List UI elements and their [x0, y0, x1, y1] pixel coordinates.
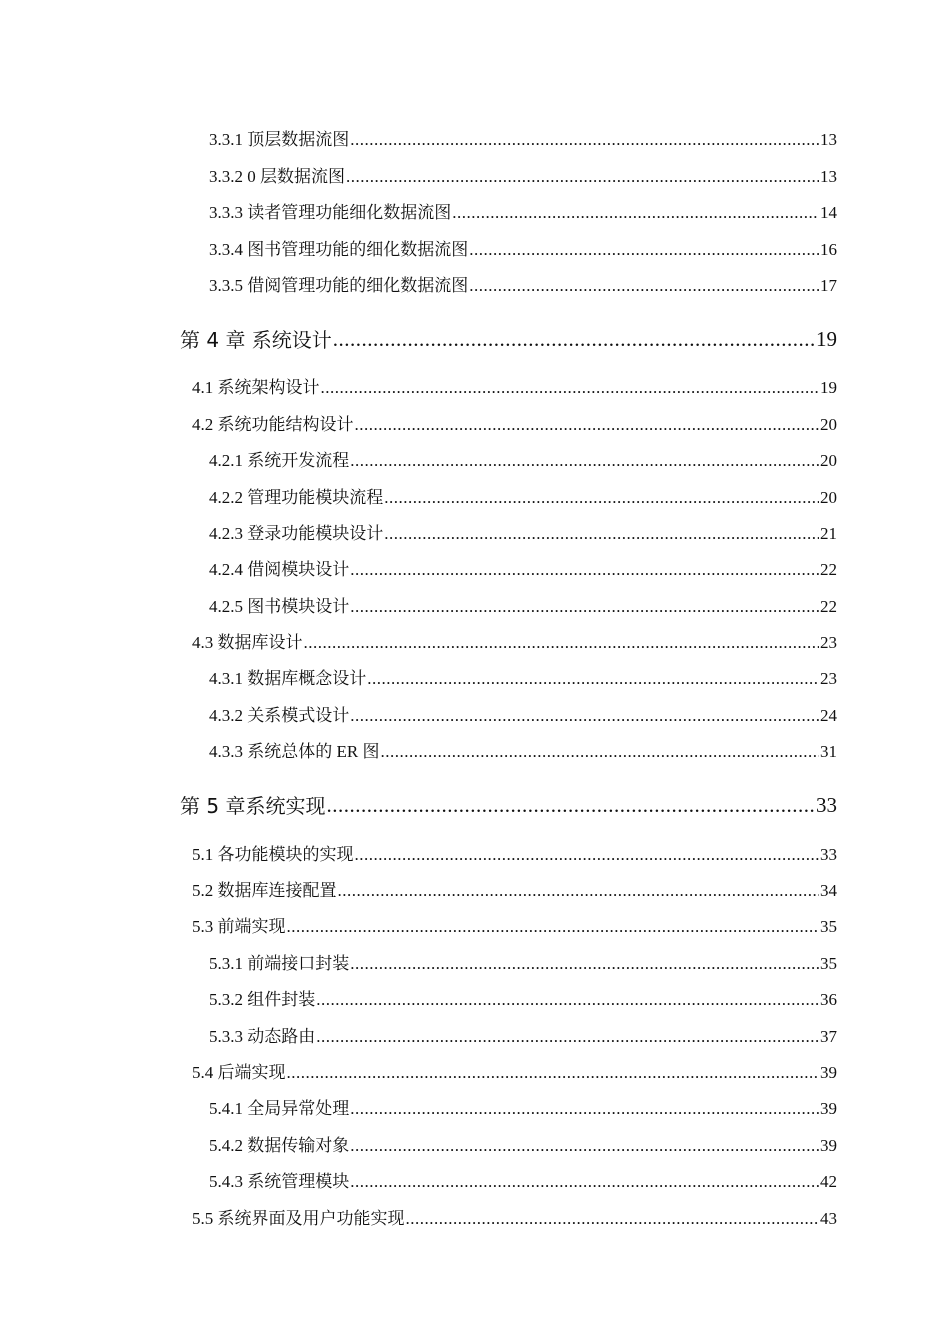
toc-page-number: 35	[820, 953, 837, 973]
dot-leader	[350, 1100, 819, 1117]
toc-entry[interactable]	[209, 148, 837, 184]
dot-leader	[384, 489, 819, 506]
toc-page-number: 42	[820, 1172, 837, 1192]
toc-entry-label: 4.1 系统架构设计	[192, 378, 320, 398]
toc-page-number: 23	[820, 633, 837, 653]
dot-leader	[355, 846, 820, 863]
toc-entry-label: 3.3.3 读者管理功能细化数据流图	[209, 203, 452, 223]
toc-page-number: 20	[820, 487, 837, 507]
dot-leader	[350, 1137, 819, 1154]
toc-entry-label: 5.3 前端实现	[192, 917, 286, 937]
toc-entry-label: 4.3.3 系统总体的 ER 图	[209, 742, 380, 762]
toc-entry-label: 5.3.3 动态路由	[209, 1026, 316, 1046]
dot-leader	[316, 991, 819, 1008]
toc-entry[interactable]	[192, 826, 837, 862]
toc-entry[interactable]	[192, 615, 837, 651]
dot-leader	[350, 561, 819, 578]
toc-entry[interactable]	[209, 1081, 837, 1117]
toc-entry[interactable]	[209, 469, 837, 505]
toc-entry-label: 5.4 后端实现	[192, 1062, 286, 1082]
toc-page-number: 22	[820, 560, 837, 580]
toc-entry[interactable]	[192, 1045, 837, 1081]
toc-entry-label: 4.2.4 借阅模块设计	[209, 560, 350, 580]
toc-page-number: 22	[820, 596, 837, 616]
toc-entry-label: 4.2.2 管理功能模块流程	[209, 487, 384, 507]
toc-entry[interactable]	[209, 258, 837, 294]
dot-leader	[346, 168, 819, 185]
dot-leader	[287, 1064, 820, 1081]
toc-entry[interactable]	[209, 972, 837, 1008]
dot-leader	[384, 525, 819, 542]
toc-page-number: 33	[820, 844, 837, 864]
toc-page-number: 19	[820, 378, 837, 398]
toc-entry[interactable]	[209, 651, 837, 687]
toc-entry[interactable]	[209, 1008, 837, 1044]
toc-entry-label: 第 5 章系统实现	[180, 794, 326, 819]
toc-entry-label: 第 4 章 系统设计	[180, 327, 332, 352]
dot-leader	[350, 598, 819, 615]
toc-page-number: 23	[820, 669, 837, 689]
toc-page-number: 43	[820, 1208, 837, 1228]
dot-leader	[338, 882, 820, 899]
toc-entry-label: 4.3.1 数据库概念设计	[209, 669, 367, 689]
toc-entry-label: 4.2.5 图书模块设计	[209, 596, 350, 616]
dot-leader	[355, 416, 820, 433]
toc-entry[interactable]	[209, 1154, 837, 1190]
toc-entry-label: 3.3.2 0 层数据流图	[209, 166, 345, 186]
dot-leader	[326, 795, 815, 816]
toc-page-number: 21	[820, 523, 837, 543]
toc-entry-label: 5.4.2 数据传输对象	[209, 1135, 350, 1155]
toc-entry[interactable]	[192, 396, 837, 432]
toc-page-number: 39	[820, 1062, 837, 1082]
toc-page-number: 34	[820, 881, 837, 901]
toc-entry[interactable]	[209, 687, 837, 723]
toc-page-number: 14	[820, 203, 837, 223]
toc-page-number: 13	[820, 130, 837, 150]
toc-entry-label: 4.3 数据库设计	[192, 633, 303, 653]
toc-page-number: 35	[820, 917, 837, 937]
dot-leader	[380, 743, 819, 760]
toc-page-number: 20	[820, 414, 837, 434]
toc-entry-label: 4.3.2 关系模式设计	[209, 705, 350, 725]
toc-page-number: 33	[816, 793, 837, 818]
toc-entry-label: 3.3.4 图书管理功能的细化数据流图	[209, 239, 469, 259]
toc-page-number: 20	[820, 451, 837, 471]
dot-leader	[316, 1028, 819, 1045]
toc-entry-label: 3.3.5 借阅管理功能的细化数据流图	[209, 275, 469, 295]
toc-entry-label: 4.2.1 系统开发流程	[209, 451, 350, 471]
dot-leader	[469, 277, 819, 294]
toc-entry-label: 3.3.1 顶层数据流图	[209, 130, 350, 150]
toc-entry-label: 4.2 系统功能结构设计	[192, 414, 354, 434]
dot-leader	[406, 1210, 820, 1227]
toc-chapter-entry[interactable]	[180, 760, 837, 819]
toc-entry-label: 5.4.1 全局异常处理	[209, 1099, 350, 1119]
toc-page-number: 19	[816, 326, 837, 351]
toc-entry[interactable]	[209, 112, 837, 148]
toc-entry[interactable]	[209, 542, 837, 578]
toc-entry-label: 5.3.1 前端接口封装	[209, 953, 350, 973]
toc-entry-label: 5.3.2 组件封装	[209, 990, 316, 1010]
toc-entry[interactable]	[192, 1190, 837, 1226]
toc-page-number: 36	[820, 990, 837, 1010]
toc-entry[interactable]	[209, 221, 837, 257]
dot-leader	[350, 1173, 819, 1190]
toc-entry[interactable]	[209, 185, 837, 221]
dot-leader	[333, 329, 815, 350]
toc-entry[interactable]	[209, 935, 837, 971]
dot-leader	[350, 452, 819, 469]
toc-page-number: 37	[820, 1026, 837, 1046]
toc-page-number: 16	[820, 239, 837, 259]
toc-entry[interactable]	[209, 506, 837, 542]
dot-leader	[452, 204, 819, 221]
toc-chapter-entry[interactable]	[180, 294, 837, 350]
toc-entry-label: 4.2.3 登录功能模块设计	[209, 523, 384, 543]
toc-entry[interactable]	[192, 899, 837, 935]
toc-entry[interactable]	[192, 863, 837, 899]
toc-page-number: 39	[820, 1135, 837, 1155]
dot-leader	[350, 707, 819, 724]
toc-entry-label: 5.1 各功能模块的实现	[192, 844, 354, 864]
toc-page-number: 17	[820, 275, 837, 295]
toc-entry[interactable]	[209, 1117, 837, 1153]
dot-leader	[469, 241, 819, 258]
dot-leader	[321, 379, 820, 396]
toc-page-number: 13	[820, 166, 837, 186]
toc-entry-label: 5.5 系统界面及用户功能实现	[192, 1208, 405, 1228]
dot-leader	[350, 955, 819, 972]
toc-page-number: 24	[820, 705, 837, 725]
toc-entry[interactable]	[209, 433, 837, 469]
toc-entry[interactable]	[209, 578, 837, 614]
toc-entry[interactable]	[192, 360, 837, 396]
toc-page-number: 39	[820, 1099, 837, 1119]
dot-leader	[287, 918, 820, 935]
toc-entry-label: 5.4.3 系统管理模块	[209, 1172, 350, 1192]
toc-entry-label: 5.2 数据库连接配置	[192, 881, 337, 901]
dot-leader	[367, 670, 819, 687]
toc-entry[interactable]	[209, 724, 837, 760]
table-of-contents	[0, 112, 950, 1227]
dot-leader	[350, 131, 819, 148]
dot-leader	[304, 634, 820, 651]
toc-page-number: 31	[820, 742, 837, 762]
